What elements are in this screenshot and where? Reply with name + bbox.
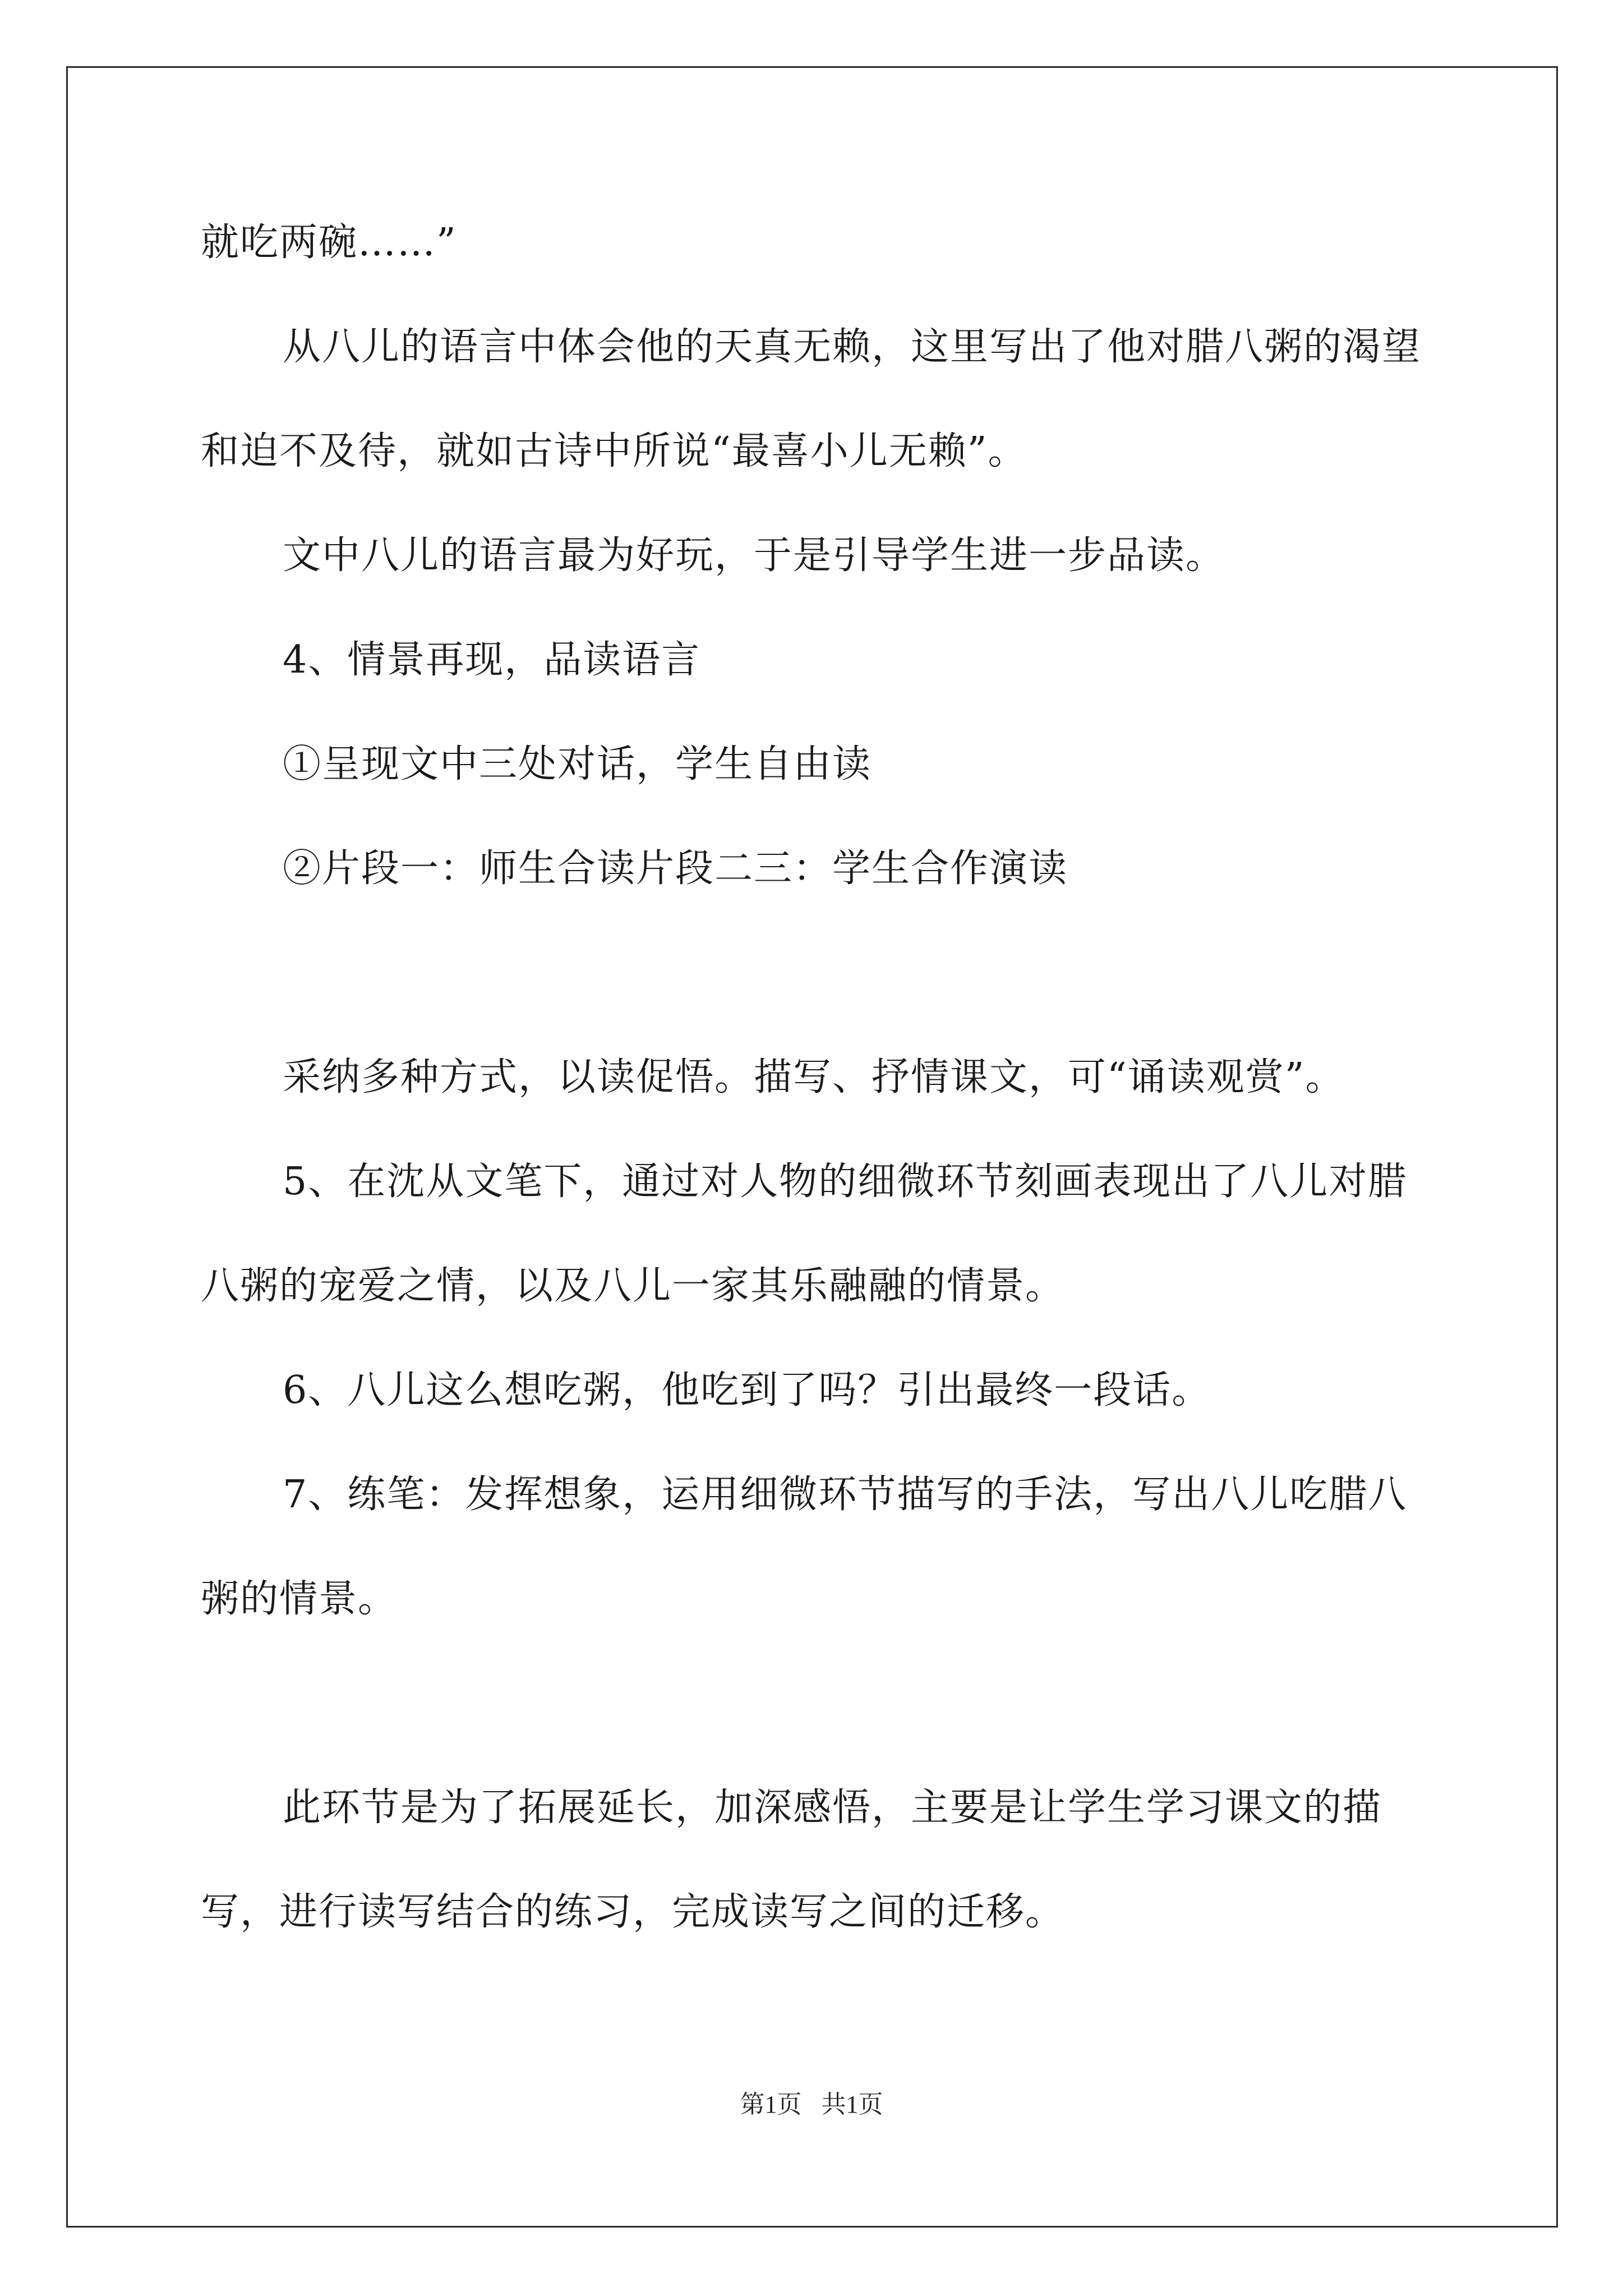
list-item: ①呈现文中三处对话，学生自由读: [283, 742, 872, 786]
list-item: ②片段一：师生合读片段二三：学生合作演读: [283, 846, 1068, 891]
page-footer: [0, 2088, 1623, 2122]
blank-line: [201, 1651, 1426, 1756]
paragraph: 从八儿的语言中体会他的天真无赖，这里写出了他对腊八粥的渴望和迫不及待，就如古诗中所说“最喜小儿无赖”。: [201, 325, 1422, 473]
document-body: [201, 191, 1426, 1964]
paragraph: 5、在沈从文笔下，通过对人物的细微环节刻画表现出了八儿对腊八粥的宠爱之情，以及八儿一家其乐融融的情景。: [201, 1159, 1408, 1308]
paragraph: 文中八儿的语言最为好玩，于是引导学生进一步品读。: [283, 533, 1225, 578]
paragraph: 7、练笔：发挥想象，运用细微环节描写的手法，写出八儿吃腊八粥的情景。: [201, 1473, 1408, 1621]
page-total: 共1页: [821, 2091, 883, 2118]
section-heading: 4、情景再现，品读语言: [283, 638, 701, 682]
paragraph: 此环节是为了拓展延长，加深感悟，主要是让学生学习课文的描写，进行读写结合的练习，完成读写之间的迁移。: [201, 1786, 1382, 1934]
blank-line: [201, 921, 1426, 1025]
page-number: 第1页: [740, 2091, 802, 2118]
paragraph: 6、八儿这么想吃粥，他吃到了吗？引出最终一段话。: [283, 1368, 1211, 1412]
paragraph: 采纳多种方式，以读促悟。描写、抒情课文，可“诵读观赏”。: [283, 1055, 1345, 1099]
paragraph-continuation: 就吃两碗……”: [201, 220, 457, 265]
